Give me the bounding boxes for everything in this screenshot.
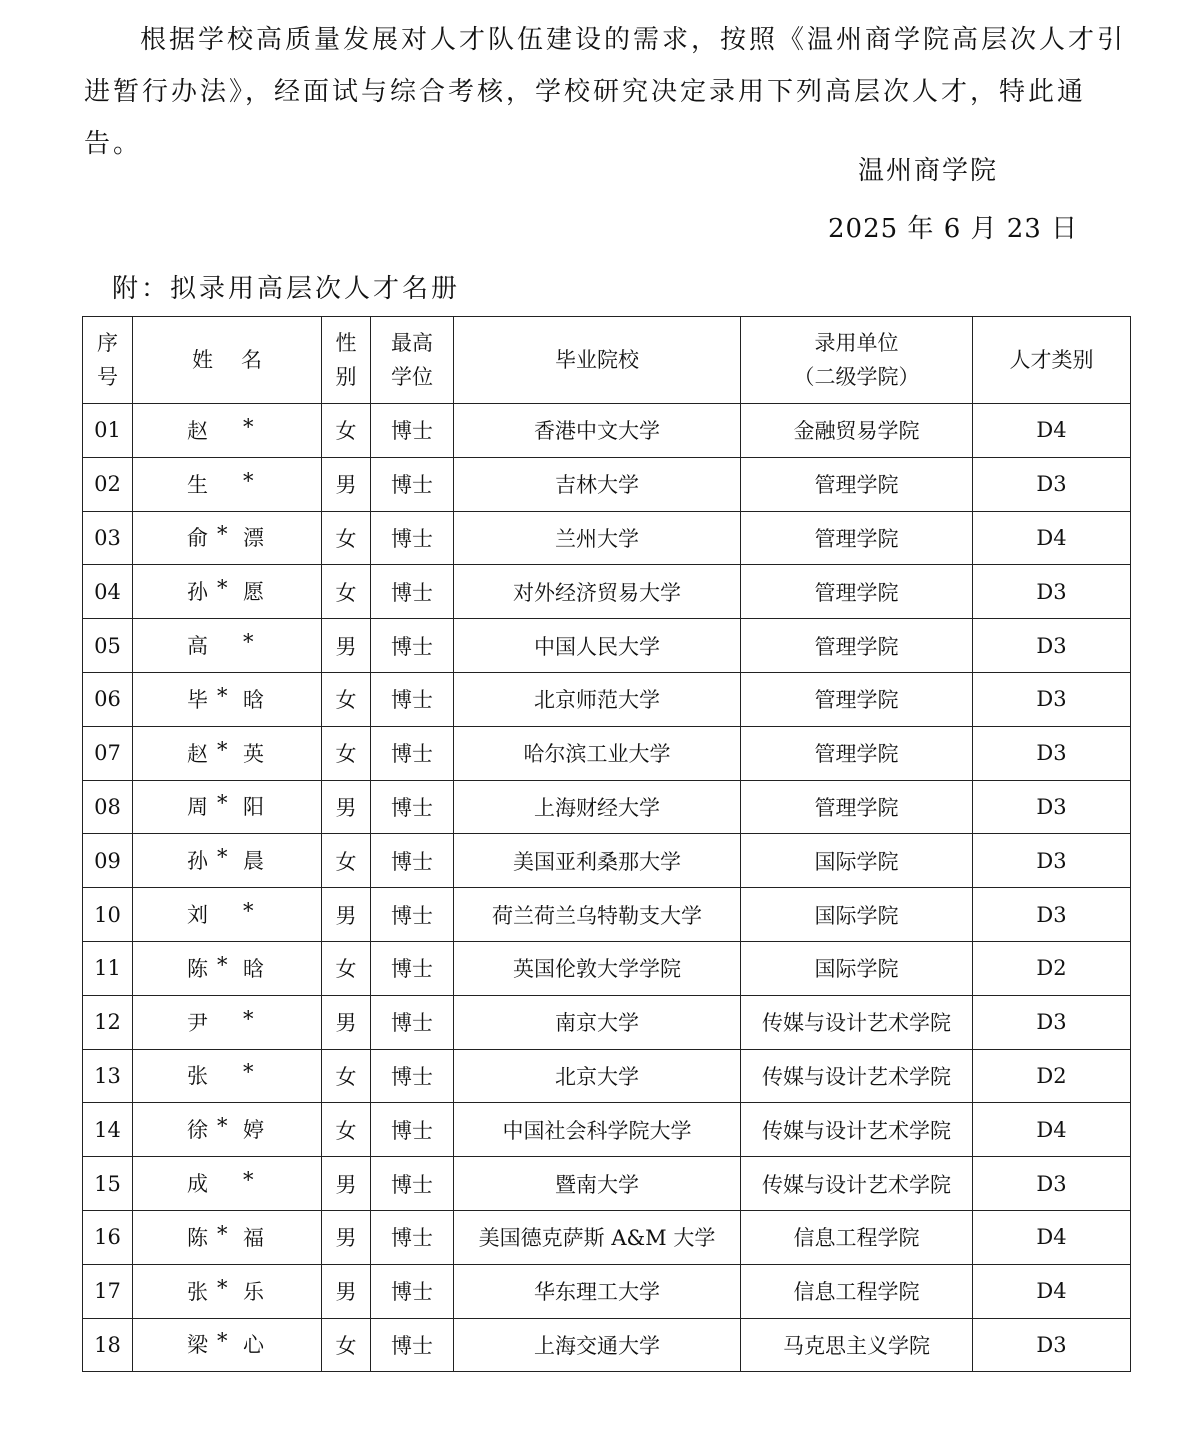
annex-title: 附：拟录用高层次人才名册 [112,274,461,304]
cell-degree: 博士 [371,404,454,458]
cell-name [133,941,322,995]
cell-no: 04 [83,565,133,619]
cell-gender: 男 [322,780,371,834]
name-char: * [243,1006,254,1031]
name-chars [187,469,267,495]
cell-no: 03 [83,511,133,565]
name-char: * [217,522,228,547]
cell-degree: 博士 [371,1210,454,1264]
name-char: 张 [187,1064,208,1089]
cell-gender: 男 [322,888,371,942]
cell-school: 南京大学 [454,995,741,1049]
cell-name [133,1318,322,1372]
table-row [83,1103,1131,1157]
cell-category: D4 [973,404,1131,458]
cell-school: 中国社会科学院大学 [454,1103,741,1157]
cell-degree: 博士 [371,457,454,511]
cell-no: 06 [83,672,133,726]
table-row [83,888,1131,942]
name-char: 毕 [187,687,208,712]
cell-name [133,672,322,726]
cell-degree: 博士 [371,1103,454,1157]
name-char: 孙 [187,849,208,874]
cell-no: 05 [83,619,133,673]
cell-no: 13 [83,1049,133,1103]
cell-category: D3 [973,780,1131,834]
name-chars [187,953,267,979]
name-char: 心 [243,1333,264,1358]
name-char: 晨 [243,849,264,874]
cell-unit: 金融贸易学院 [741,404,973,458]
cell-unit: 管理学院 [741,457,973,511]
table-row [83,1210,1131,1264]
cell-degree: 博士 [371,1049,454,1103]
header-category: 人才类别 [973,317,1131,404]
cell-unit: 传媒与设计艺术学院 [741,1157,973,1211]
name-chars [187,899,267,928]
cell-name [133,888,322,942]
name-char: 刘 [187,903,208,928]
cell-no: 14 [83,1103,133,1157]
name-char: * [243,414,254,439]
cell-name [133,780,322,834]
name-char: 陈 [187,956,208,981]
cell-name [133,726,322,780]
cell-unit: 管理学院 [741,619,973,673]
name-char: * [217,1275,228,1300]
cell-school: 对外经济贸易大学 [454,565,741,619]
name-char: 漂 [243,526,264,551]
name-char: * [217,1329,228,1354]
cell-category: D4 [973,1264,1131,1318]
cell-no: 01 [83,404,133,458]
cell-unit: 国际学院 [741,834,973,888]
name-char: * [217,1114,228,1139]
name-chars [187,845,267,874]
cell-gender: 男 [322,457,371,511]
talent-roster-table [82,316,1131,1372]
name-char: 婷 [243,1118,264,1143]
cell-school: 华东理工大学 [454,1264,741,1318]
table-row [83,672,1131,726]
cell-degree: 博士 [371,1157,454,1211]
name-char: 陈 [187,1225,208,1250]
cell-degree: 博士 [371,672,454,726]
cell-degree: 博士 [371,1318,454,1372]
name-chars [187,1276,267,1302]
name-char: 徐 [187,1118,208,1143]
name-char: 尹 [187,1010,208,1035]
name-char: 张 [187,1279,208,1304]
table-row [83,619,1131,673]
cell-name [133,565,322,619]
cell-gender: 女 [322,1318,371,1372]
name-char: 高 [187,634,208,659]
cell-degree: 博士 [371,511,454,565]
table-row [83,1049,1131,1103]
cell-unit: 传媒与设计艺术学院 [741,995,973,1049]
cell-school: 美国亚利桑那大学 [454,834,741,888]
name-char: 孙 [187,580,208,605]
name-char: * [243,899,254,924]
name-char: * [217,737,228,762]
cell-category: D3 [973,834,1131,888]
cell-name [133,1157,322,1211]
name-chars [187,1007,267,1033]
cell-category: D2 [973,1049,1131,1103]
cell-gender: 女 [322,726,371,780]
table-row [83,941,1131,995]
cell-category: D3 [973,619,1131,673]
cell-school: 北京师范大学 [454,672,741,726]
table-header-row [83,317,1131,404]
name-char: 晗 [243,956,264,981]
header-school: 毕业院校 [454,317,741,404]
cell-degree: 博士 [371,888,454,942]
cell-degree: 博士 [371,1264,454,1318]
cell-name [133,1103,322,1157]
cell-category: D4 [973,1103,1131,1157]
name-char: * [243,630,254,655]
cell-degree: 博士 [371,834,454,888]
issue-date: 2025 年 6 月 23 日 [828,214,1079,244]
cell-no: 18 [83,1318,133,1372]
cell-school: 香港中文大学 [454,404,741,458]
cell-unit: 管理学院 [741,672,973,726]
cell-no: 12 [83,995,133,1049]
cell-no: 09 [83,834,133,888]
cell-unit: 信息工程学院 [741,1210,973,1264]
name-char: * [217,845,228,870]
cell-gender: 女 [322,941,371,995]
header-name: 姓 名 [133,317,322,404]
cell-gender: 男 [322,1210,371,1264]
cell-gender: 女 [322,511,371,565]
cell-school: 英国伦敦大学学院 [454,941,741,995]
cell-school: 中国人民大学 [454,619,741,673]
cell-name [133,404,322,458]
cell-unit: 传媒与设计艺术学院 [741,1103,973,1157]
header-gender: 性 别 [322,317,371,404]
name-char: 赵 [187,418,208,443]
cell-school: 暨南大学 [454,1157,741,1211]
table-row [83,565,1131,619]
cell-unit: 管理学院 [741,511,973,565]
name-char: * [217,683,228,708]
cell-unit: 马克思主义学院 [741,1318,973,1372]
table-row [83,1264,1131,1318]
cell-school: 哈尔滨工业大学 [454,726,741,780]
cell-no: 11 [83,941,133,995]
cell-gender: 女 [322,404,371,458]
name-char: * [243,1168,254,1193]
cell-no: 07 [83,726,133,780]
name-chars [187,1222,267,1248]
name-char: 愿 [243,580,264,605]
cell-name [133,1264,322,1318]
name-char: * [243,1060,254,1085]
name-chars [187,1060,267,1089]
cell-no: 10 [83,888,133,942]
cell-school: 美国德克萨斯 A&M 大学 [454,1210,741,1264]
cell-gender: 女 [322,672,371,726]
name-chars [187,415,267,441]
cell-unit: 国际学院 [741,941,973,995]
cell-no: 16 [83,1210,133,1264]
notice-paragraph: 根据学校高质量发展对人才队伍建设的需求，按照《温州商学院高层次人才引进暂行办法》，经面试与综合考核，学校研究决定录用下列高层次人才，特此通告。 [84,25,1127,159]
name-chars [187,1168,267,1197]
cell-gender: 男 [322,1157,371,1211]
cell-school: 上海交通大学 [454,1318,741,1372]
cell-school: 吉林大学 [454,457,741,511]
cell-gender: 女 [322,1049,371,1103]
header-unit: 录用单位 （二级学院） [741,317,973,404]
cell-school: 上海财经大学 [454,780,741,834]
table-row [83,995,1131,1049]
header-no: 序 号 [83,317,133,404]
cell-unit: 管理学院 [741,780,973,834]
cell-name [133,995,322,1049]
cell-degree: 博士 [371,941,454,995]
name-char: * [243,468,254,493]
cell-category: D3 [973,672,1131,726]
cell-degree: 博士 [371,619,454,673]
table-row [83,404,1131,458]
cell-school: 北京大学 [454,1049,741,1103]
name-chars [187,576,267,605]
table-row [83,1318,1131,1372]
cell-category: D3 [973,1318,1131,1372]
name-chars [187,522,267,551]
name-chars [187,1114,267,1143]
cell-no: 08 [83,780,133,834]
cell-gender: 男 [322,619,371,673]
name-char: * [217,952,228,977]
cell-category: D4 [973,1210,1131,1264]
cell-school: 兰州大学 [454,511,741,565]
cell-category: D3 [973,457,1131,511]
name-chars [187,738,267,764]
cell-name [133,1049,322,1103]
cell-name [133,619,322,673]
table-row [83,834,1131,888]
cell-category: D3 [973,1157,1131,1211]
name-char: 生 [187,472,208,497]
name-char: 赵 [187,741,208,766]
cell-unit: 传媒与设计艺术学院 [741,1049,973,1103]
cell-category: D3 [973,888,1131,942]
cell-degree: 博士 [371,726,454,780]
name-char: * [217,791,228,816]
cell-gender: 女 [322,1103,371,1157]
cell-no: 02 [83,457,133,511]
cell-category: D3 [973,565,1131,619]
name-char: 阳 [243,795,264,820]
cell-no: 17 [83,1264,133,1318]
name-char: * [217,1221,228,1246]
name-chars [187,630,267,659]
name-char: 英 [243,741,264,766]
name-chars [187,684,267,710]
cell-name [133,457,322,511]
table-row [83,1157,1131,1211]
table-row [83,511,1131,565]
header-degree: 最高 学位 [371,317,454,404]
cell-category: D2 [973,941,1131,995]
name-char: 周 [187,795,208,820]
cell-gender: 女 [322,834,371,888]
cell-unit: 信息工程学院 [741,1264,973,1318]
name-chars [187,791,267,820]
name-char: 乐 [243,1279,264,1304]
name-char: 梁 [187,1333,208,1358]
name-chars [187,1329,267,1358]
name-char: 俞 [187,526,208,551]
cell-gender: 男 [322,1264,371,1318]
table-row [83,457,1131,511]
table-row [83,780,1131,834]
cell-degree: 博士 [371,780,454,834]
cell-name [133,511,322,565]
cell-unit: 国际学院 [741,888,973,942]
cell-degree: 博士 [371,995,454,1049]
name-char: 福 [243,1225,264,1250]
cell-unit: 管理学院 [741,565,973,619]
cell-degree: 博士 [371,565,454,619]
name-char: 晗 [243,687,264,712]
cell-category: D3 [973,726,1131,780]
name-char: * [217,576,228,601]
issuing-organization: 温州商学院 [858,156,999,186]
cell-category: D3 [973,995,1131,1049]
cell-category: D4 [973,511,1131,565]
cell-unit: 管理学院 [741,726,973,780]
cell-name [133,834,322,888]
cell-no: 15 [83,1157,133,1211]
cell-name [133,1210,322,1264]
cell-gender: 男 [322,995,371,1049]
name-char: 成 [187,1172,208,1197]
cell-gender: 女 [322,565,371,619]
cell-school: 荷兰荷兰乌特勒支大学 [454,888,741,942]
table-row [83,726,1131,780]
